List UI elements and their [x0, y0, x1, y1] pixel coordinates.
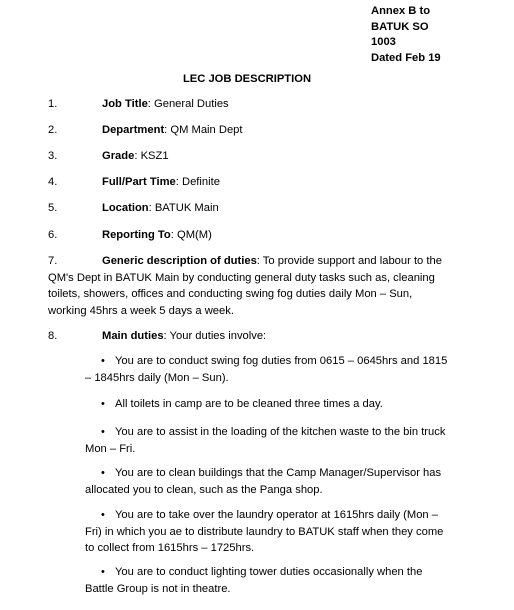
item-number: 3.	[48, 150, 58, 162]
bullet-icon: •	[101, 467, 105, 479]
field-separator: :	[147, 98, 155, 110]
duty-text: You are to clean buildings that the Camp Manager/Supervisor has allocated you to clean, such as the Panga shop.	[85, 467, 442, 496]
field-label: Job Title	[102, 98, 148, 110]
field-separator: :	[170, 229, 177, 241]
field-department	[48, 123, 243, 138]
field-job-title	[48, 97, 229, 112]
main-duties	[48, 328, 448, 345]
annex-line: Annex B to	[371, 5, 431, 17]
field-value: General Duties	[154, 98, 229, 110]
field-value: KSZ1	[140, 150, 169, 162]
bullet-icon: •	[101, 355, 105, 367]
field-full-part-time	[48, 175, 220, 190]
duty-bullet	[85, 507, 453, 557]
generic-label: Generic description of duties	[102, 255, 257, 267]
field-separator: :	[164, 124, 171, 136]
duty-text: You are to conduct swing fog duties from 0615 – 0645hrs and 1815 – 1845hrs daily (Mon – Sun).	[85, 355, 448, 384]
item-number: 5.	[48, 202, 58, 214]
duty-text: You are to conduct lighting tower duties occasionally when the Battle Group is not in theatre.	[85, 566, 423, 595]
bullet-icon: •	[101, 398, 105, 410]
duty-bullet	[85, 353, 453, 386]
field-separator: :	[134, 150, 141, 162]
field-label: Full/Part Time	[102, 176, 176, 188]
field-label: Reporting To	[102, 229, 171, 241]
field-label: Grade	[102, 150, 135, 162]
field-location	[48, 201, 219, 216]
generic-description	[48, 253, 448, 319]
bullet-icon: •	[101, 509, 105, 521]
field-value: Definite	[182, 176, 220, 188]
field-value: QM Main Dept	[170, 124, 243, 136]
main-duties-text: : Your duties involve:	[163, 330, 267, 342]
field-label: Location	[102, 202, 149, 214]
field-value: BATUK Main	[154, 202, 219, 214]
item-number: 8.	[48, 330, 58, 342]
duty-text: You are to assist in the loading of the kitchen waste to the bin truck Mon – Fri.	[85, 426, 446, 455]
duty-text: You are to take over the laundry operator at 1615hrs daily (Mon – Fri) in which you ae to distribute laundry to BATUK staff when they come to collect from 1615hrs – 1725hrs.	[85, 509, 444, 554]
item-number: 4.	[48, 176, 58, 188]
duty-bullet	[85, 564, 453, 597]
item-number: 2.	[48, 124, 58, 136]
annex-line: BATUK SO	[371, 20, 429, 33]
field-reporting-to	[48, 228, 212, 243]
main-duties-label: Main duties	[102, 330, 164, 342]
duty-bullet	[85, 396, 453, 413]
annex-line: Dated Feb 19	[371, 51, 441, 64]
duty-text: All toilets in camp are to be cleaned three times a day.	[115, 398, 383, 410]
item-number: 7.	[48, 255, 58, 267]
annex-line: 1003	[371, 36, 396, 48]
field-grade	[48, 149, 169, 164]
field-separator: :	[175, 176, 182, 188]
item-number: 6.	[48, 229, 58, 241]
duty-bullet	[85, 465, 453, 498]
document-title: LEC JOB DESCRIPTION	[182, 73, 312, 85]
annex-reference	[371, 4, 441, 66]
field-separator: :	[148, 202, 155, 214]
generic-text: : To provide support and labour to the QM's Dept in BATUK Main by conducting general duty tasks such as, cleaning toilets, showers, offices and conducting swing fog duties daily Mon – Sun, working 45hrs a week 5 days a week.	[48, 255, 442, 317]
field-value: QM(M)	[177, 229, 212, 241]
duty-bullet	[85, 424, 453, 457]
field-label: Department	[102, 124, 165, 136]
item-number: 1.	[48, 98, 58, 110]
bullet-icon: •	[101, 566, 105, 578]
bullet-icon: •	[101, 426, 105, 438]
